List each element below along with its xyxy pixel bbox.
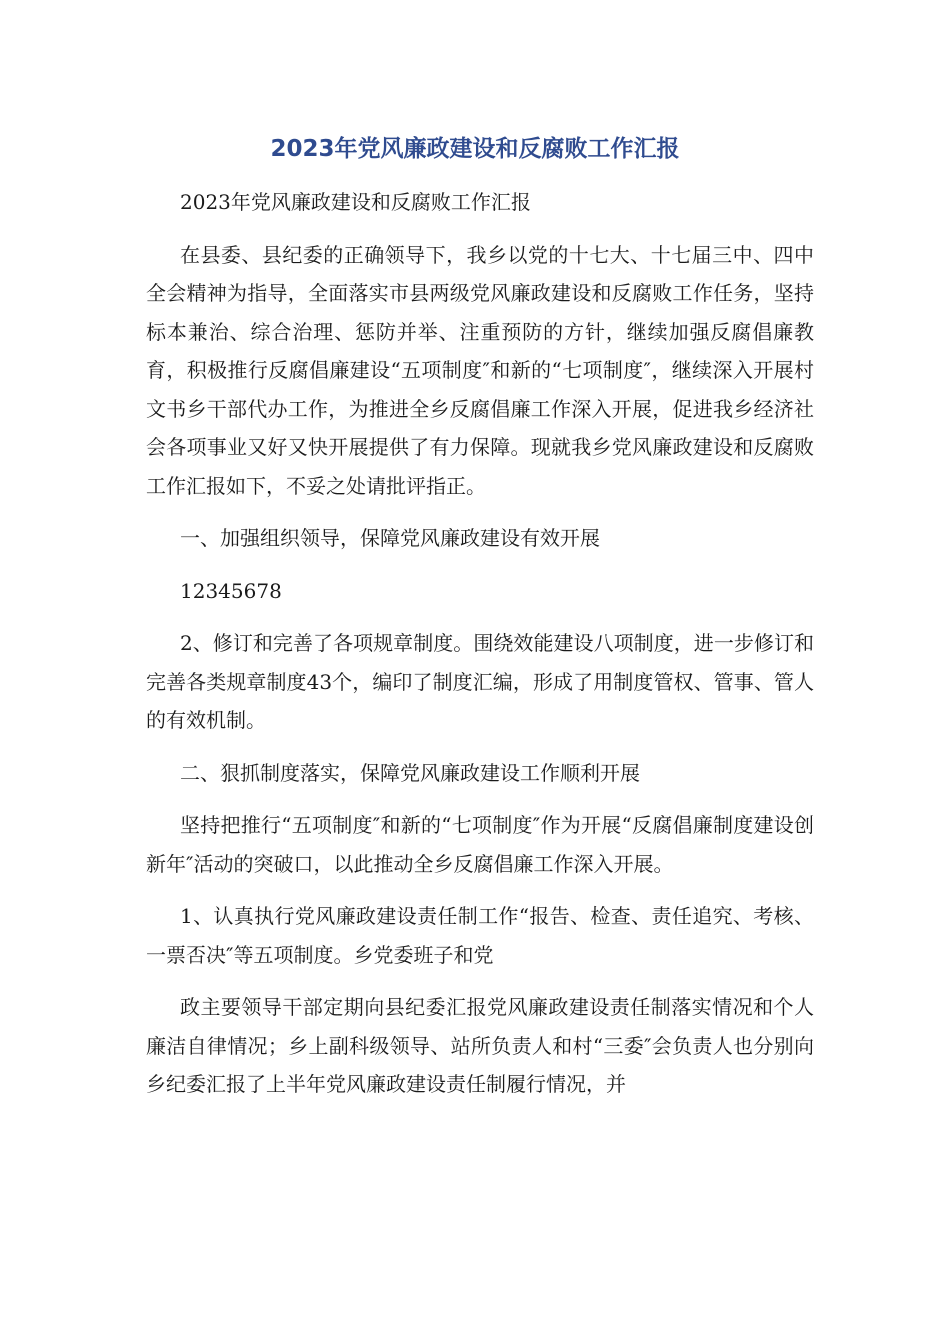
body-paragraph: 12345678 (180, 578, 282, 603)
section-heading: 二、狠抓制度落实，保障党风廉政建设工作顺利开展 (180, 760, 640, 785)
section-heading: 一、加强组织领导，保障党风廉政建设有效开展 (180, 526, 600, 550)
body-paragraph: 2、修订和完善了各项规章制度。围绕效能建设八项制度，进一步修订和完善各类规章制度43个，编印了制度汇编，形成了用制度管权、管事、管人的有效机制。 (146, 631, 814, 732)
body-paragraph: 2023年党风廉政建设和反腐败工作汇报 (180, 190, 531, 214)
body-paragraph: 1、认真执行党风廉政建设责任制工作“报告、检查、责任追究、考核、一票否决″等五项制度。乡党委班子和党 (146, 904, 814, 967)
body-paragraph: 在县委、县纪委的正确领导下，我乡以党的十七大、十七届三中、四中全会精神为指导，全面落实市县两级党风廉政建设和反腐败工作任务，坚持标本兼治、综合治理、惩防并举、注重预防的方针，继续加强反腐倡廉教育，积极推行反腐倡廉建设“五项制度″和新的“七项制度″，继续深入开展村文书乡干部代办工作，为推进全乡反腐倡廉工作深入开展，促进我乡经济社会各项事业又好又快开展提供了有力保障。现就我乡党风廉政建设和反腐败工作汇报如下，不妥之处请批评指正。 (146, 242, 814, 498)
body-paragraph: 坚持把推行“五项制度″和新的“七项制度″作为开展“反腐倡廉制度建设创新年″活动的突破口，以此推动全乡反腐倡廉工作深入开展。 (146, 813, 814, 876)
document-title: 2023年党风廉政建设和反腐败工作汇报 (270, 136, 680, 162)
document-body (146, 183, 814, 1118)
body-paragraph: 政主要领导干部定期向县纪委汇报党风廉政建设责任制落实情况和个人廉洁自律情况；乡上副科级领导、站所负责人和村“三委″会负责人也分别向乡纪委汇报了上半年党风廉政建设责任制履行情况，并 (146, 995, 814, 1096)
